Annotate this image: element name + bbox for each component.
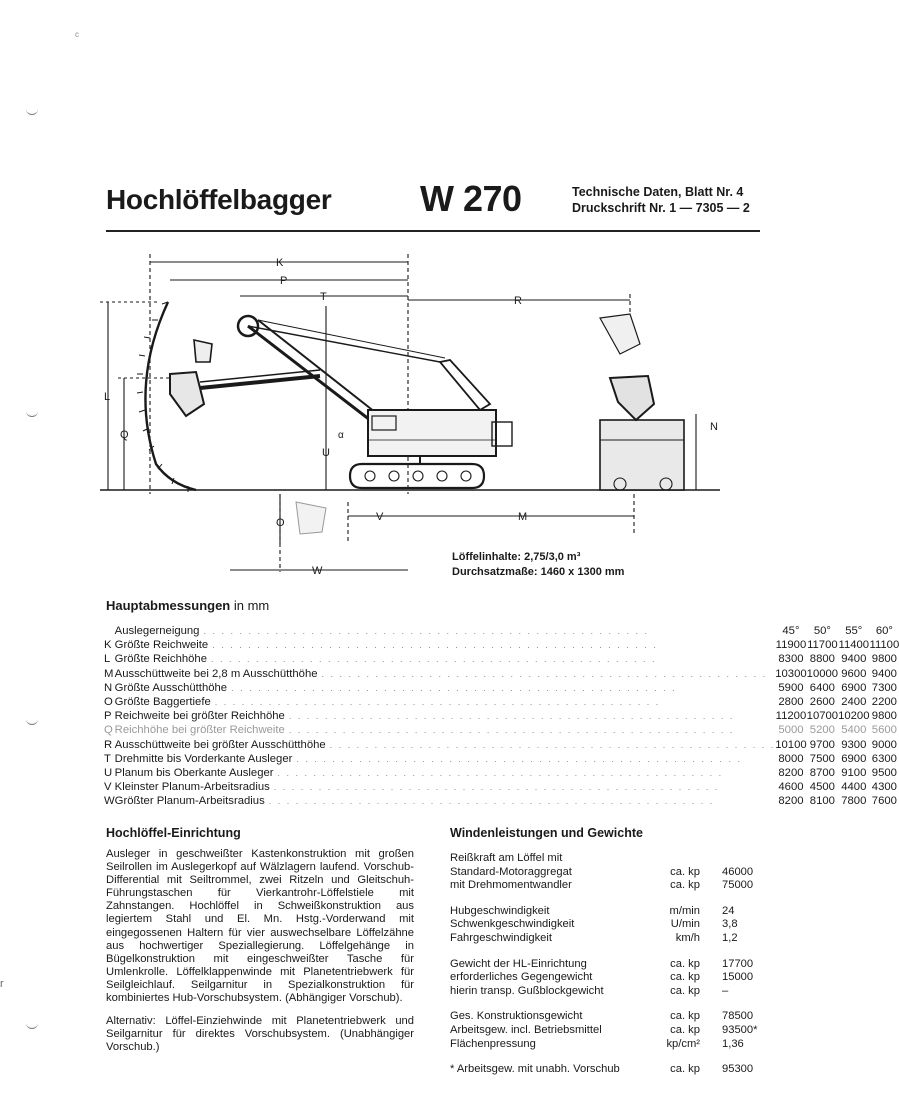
winden-value: 15000 [722, 971, 754, 984]
group-spacer [450, 1051, 770, 1063]
winden-value: 75000 [722, 879, 754, 892]
dimension-value: 10300 [775, 667, 807, 680]
dimension-value: 5200 [809, 724, 835, 737]
label-o: O [276, 517, 285, 529]
winden-label: erforderliches Gegengewicht [450, 971, 593, 984]
dimensions-unit: in mm [233, 598, 270, 613]
crawler-track [350, 464, 484, 488]
label-k: K [276, 257, 284, 269]
dump-bucket [610, 376, 654, 420]
label-alpha: α [338, 430, 344, 441]
punch-mark [26, 1022, 38, 1029]
winden-unit: ca. kp [670, 984, 700, 997]
dimension-row [104, 709, 899, 723]
winden-row [450, 1063, 770, 1077]
dimension-label: Planum bis Oberkante Ausleger . . . [115, 766, 776, 780]
label-n: N [710, 421, 718, 433]
winden-unit: m/min [669, 904, 700, 917]
dimension-letter: V [104, 781, 112, 794]
winden-row [450, 852, 770, 866]
dimension-value: 10200 [838, 710, 870, 723]
dimension-label: Größte Reichhöhe . . . [115, 652, 776, 666]
dimension-value: 2200 [871, 696, 897, 709]
track-roller [389, 471, 399, 481]
angle-label: Auslegerneigung . . . [115, 624, 776, 638]
dimension-value: 11100 [869, 639, 899, 652]
excavator-diagram [100, 244, 740, 584]
winden-row [450, 958, 770, 972]
dimension-label: Größter Planum-Arbeitsradius . . . [115, 794, 776, 808]
dimension-value: 8000 [778, 752, 804, 765]
dimension-label: Reichweite bei größter Reichhöhe . . . [115, 709, 776, 723]
winden-value: 3,8 [722, 918, 738, 931]
winden-row [450, 1024, 770, 1038]
label-q: Q [120, 429, 129, 441]
dimension-row [104, 667, 899, 681]
dimension-value: 6300 [871, 752, 897, 765]
group-spacer [450, 946, 770, 958]
edge-mark: r [0, 978, 4, 990]
dimension-label: Kleinster Planum-Arbeitsradius . . . [115, 780, 776, 794]
dimension-value: 6900 [841, 752, 867, 765]
dimensions-table [104, 624, 899, 809]
dimension-value: 8100 [809, 795, 835, 808]
dipper-stick [200, 376, 320, 388]
winden-unit: ca. kp [670, 1010, 700, 1023]
dimension-letter: M [104, 667, 114, 680]
bucket-ghost [194, 340, 212, 362]
dimension-value: 7500 [809, 752, 835, 765]
label-r: R [514, 295, 522, 307]
dimension-label: Ausschüttweite bei größter Ausschütthöhe . . . [115, 738, 776, 752]
dimension-value: 9500 [871, 767, 897, 780]
dimension-value: 4400 [841, 781, 867, 794]
dimension-value: 6900 [841, 681, 867, 694]
dimension-value: 4600 [778, 781, 804, 794]
dimension-row [104, 766, 899, 780]
dimension-value: 9400 [871, 667, 897, 680]
dimension-letter: W [104, 795, 115, 808]
winden-label: * Arbeitsgew. mit unabh. Vorschub [450, 1063, 620, 1076]
dimension-letter: K [104, 639, 112, 652]
label-u: U [322, 447, 330, 459]
winden-label: Reißkraft am Löffel mit [450, 852, 563, 864]
punch-mark [26, 410, 38, 417]
hochloeffel-heading: Hochlöffel-Einrichtung [106, 826, 241, 840]
winden-unit: ca. kp [670, 879, 700, 892]
label-v: V [376, 511, 384, 523]
winden-row [450, 879, 770, 893]
track-roller [437, 471, 447, 481]
dimension-value: 8300 [778, 653, 804, 666]
dimension-value: 2600 [809, 696, 835, 709]
dimension-value: 9000 [871, 738, 897, 751]
a-frame [440, 360, 490, 410]
winden-unit: ca. kp [670, 1023, 700, 1036]
track-roller [413, 471, 423, 481]
dimension-value: 8700 [809, 767, 835, 780]
label-p: P [280, 275, 288, 287]
winden-unit: ca. kp [670, 1063, 700, 1076]
dimension-value: 10100 [775, 738, 807, 751]
winden-unit: km/h [675, 931, 700, 944]
dimension-letter: U [104, 767, 113, 780]
dimension-value: 10700 [806, 710, 839, 723]
dimension-row [104, 738, 899, 752]
winden-unit: kp/cm² [666, 1037, 700, 1050]
dimension-label: Größte Ausschütthöhe . . . [115, 681, 776, 695]
dimension-value: 10000 [806, 667, 839, 680]
dig-depth-bucket [296, 502, 326, 534]
dimension-value: 7600 [871, 795, 897, 808]
winden-row [450, 905, 770, 919]
label-t: T [320, 291, 327, 303]
dimension-value: 7800 [841, 795, 867, 808]
angle-header-row [104, 624, 899, 638]
label-w: W [312, 565, 323, 577]
winden-label: Arbeitsgew. incl. Betriebsmittel [450, 1023, 602, 1036]
winden-row [450, 1010, 770, 1024]
winden-label: Hubgeschwindigkeit [450, 904, 550, 917]
dimension-value: 9800 [871, 653, 897, 666]
model-number: W 270 [420, 178, 522, 219]
angle-cell: 60° [875, 625, 893, 637]
winden-label: mit Drehmomentwandler [450, 879, 572, 892]
boom-stay [258, 320, 445, 358]
winden-row [450, 918, 770, 932]
dimension-value: 9700 [809, 738, 835, 751]
winden-value: 1,36 [722, 1037, 744, 1050]
dimension-letter: Q [104, 724, 113, 737]
winden-label: Fahrgeschwindigkeit [450, 931, 552, 944]
bucket-info [452, 550, 624, 580]
dimension-value: 11200 [775, 710, 807, 723]
dimension-row [104, 681, 899, 695]
boom-top-chord [258, 320, 380, 416]
winden-value: 1,2 [722, 931, 738, 944]
sheet-number: Technische Daten, Blatt Nr. 4 [572, 185, 744, 199]
hoist-cable [248, 326, 440, 362]
dimension-value: 9100 [841, 767, 867, 780]
punch-mark [26, 718, 38, 725]
bucket-throughput: Durchsatzmaße: 1460 x 1300 mm [452, 566, 625, 578]
dimension-row [104, 794, 899, 808]
dimension-value: 8200 [778, 767, 804, 780]
bucket-capacity: Löffelinhalte: 2,75/3,0 m³ [452, 551, 581, 563]
winden-value: 24 [722, 904, 735, 917]
header-divider [106, 230, 760, 232]
label-m: M [518, 511, 528, 523]
dimension-letter: T [104, 752, 111, 765]
group-spacer [450, 893, 770, 905]
dimension-row [104, 752, 899, 766]
dimension-value: 8200 [778, 795, 804, 808]
winden-value: – [722, 984, 729, 997]
dimension-value: 9300 [841, 738, 867, 751]
dimension-label: Ausschüttweite bei 2,8 m Ausschütthöhe . . . [115, 667, 776, 681]
dimension-letter: L [104, 653, 111, 666]
dimension-value: 5000 [778, 724, 804, 737]
winden-label: Standard-Motoraggregat [450, 865, 572, 878]
winden-value: 93500* [722, 1023, 758, 1036]
hochloeffel-text [106, 848, 414, 1064]
dump-bucket-ghost [600, 314, 640, 354]
dimension-row [104, 780, 899, 794]
dimension-value: 11700 [807, 639, 838, 652]
dimension-value: 7300 [871, 681, 897, 694]
dimension-value: 2800 [778, 696, 804, 709]
dipper-bucket [170, 372, 204, 416]
winden-value: 95300 [722, 1063, 754, 1076]
winden-unit: ca. kp [670, 957, 700, 970]
dimension-value: 8800 [809, 653, 835, 666]
angle-cell: 55° [845, 625, 863, 637]
dimension-letter: P [104, 710, 112, 723]
winden-label: Flächenpressung [450, 1037, 536, 1050]
dimension-row [104, 695, 899, 709]
dimension-label: Drehmitte bis Vorderkante Ausleger . . . [115, 752, 776, 766]
dimension-value: 2400 [841, 696, 867, 709]
winden-row [450, 932, 770, 946]
winden-label: hierin transp. Gußblockgewicht [450, 984, 604, 997]
winden-label: Ges. Konstruktionsgewicht [450, 1010, 583, 1023]
dimension-value: 9600 [841, 667, 867, 680]
winden-label: Gewicht der HL-Einrichtung [450, 957, 587, 970]
winden-unit: U/min [670, 918, 700, 931]
document-reference [572, 184, 750, 216]
angle-cell: 45° [782, 625, 800, 637]
dimension-value: 9400 [841, 653, 867, 666]
punch-mark [26, 108, 38, 115]
dump-truck-body [600, 420, 684, 490]
dimension-letter: R [104, 738, 113, 751]
dimension-row [104, 652, 899, 666]
winden-row [450, 971, 770, 985]
dimension-value: 4300 [871, 781, 897, 794]
boom [248, 326, 370, 420]
dimension-value: 4500 [809, 781, 835, 794]
winden-row [450, 985, 770, 999]
angle-cell: 50° [813, 625, 831, 637]
winden-label: Schwenkgeschwindigkeit [450, 918, 575, 931]
group-spacer [450, 998, 770, 1010]
dimension-row [104, 723, 899, 737]
winden-unit: ca. kp [670, 971, 700, 984]
page-title: Hochlöffelbagger [106, 184, 332, 215]
winden-unit: ca. kp [670, 865, 700, 878]
dimension-row [104, 638, 899, 652]
hochloeffel-paragraph: Alternativ: Löffel-Einziehwinde mit Planetentriebwerk und Seilgarnitur für direktes Vorschubsystem. (Unabhängiger Vorschub.) [106, 1015, 414, 1054]
dimension-value: 6400 [809, 681, 835, 694]
winden-row [450, 1038, 770, 1052]
dimension-value: 5600 [871, 724, 897, 737]
machine-house [368, 410, 496, 456]
label-l: L [104, 391, 111, 403]
winden-table [450, 852, 770, 1077]
dimensions-heading [106, 598, 269, 613]
winden-row [450, 866, 770, 880]
dimension-label: Reichhöhe bei größter Reichweite . . . [115, 723, 776, 737]
dimension-value: 9800 [871, 710, 897, 723]
dimension-value: 5900 [778, 681, 804, 694]
dimension-letter: O [104, 696, 113, 709]
winden-value: 78500 [722, 1010, 754, 1023]
print-number: Druckschrift Nr. 1 — 7305 — 2 [572, 201, 750, 215]
track-roller [365, 471, 375, 481]
dimension-value: 11400 [838, 639, 870, 652]
dimension-label: Größte Baggertiefe . . . [115, 695, 776, 709]
dimension-value: 11900 [775, 639, 807, 652]
winden-heading: Windenleistungen und Gewichte [450, 826, 643, 840]
dimension-label: Größte Reichweite . . . [115, 638, 776, 652]
corner-mark: c [75, 30, 79, 39]
winden-value: 46000 [722, 865, 754, 878]
track-roller [461, 471, 471, 481]
winden-value: 17700 [722, 957, 754, 970]
dimension-letter: N [104, 681, 113, 694]
dimension-value: 5400 [841, 724, 867, 737]
hochloeffel-paragraph: Ausleger in geschweißter Kastenkonstruktion mit großen Seilrollen im Auslegerkopf auf Wälzlagern laufend. Vorschub-Differential mit Seiltrommel, zwei Ritzeln und Gleitschuh-Führungstaschen für Vierkantrohr-Löffelstiele mit Zahnstangen. Hochlöffel in Schweißkonstruktion aus legiertem Stahl und El. Mn. Hstg.-Vorderwand mit eingegossenen Haltern für vier auswechselbare Löffelzähne aus hochwertiger Speziallegierung. Löffelgehänge in Bügelkonstruktion mit eingeschweißter Tasche für Umlenkrolle. Löffelklappenwinde mit Planetentriebwerk für Seilgleichlauf. Seilgarnitur in Spezialkonstruktion für kombiniertes Hub-Vorschubsystem. (Abhängiger Vorschub). [106, 848, 414, 1005]
dimensions-title: Hauptabmessungen [106, 598, 231, 613]
